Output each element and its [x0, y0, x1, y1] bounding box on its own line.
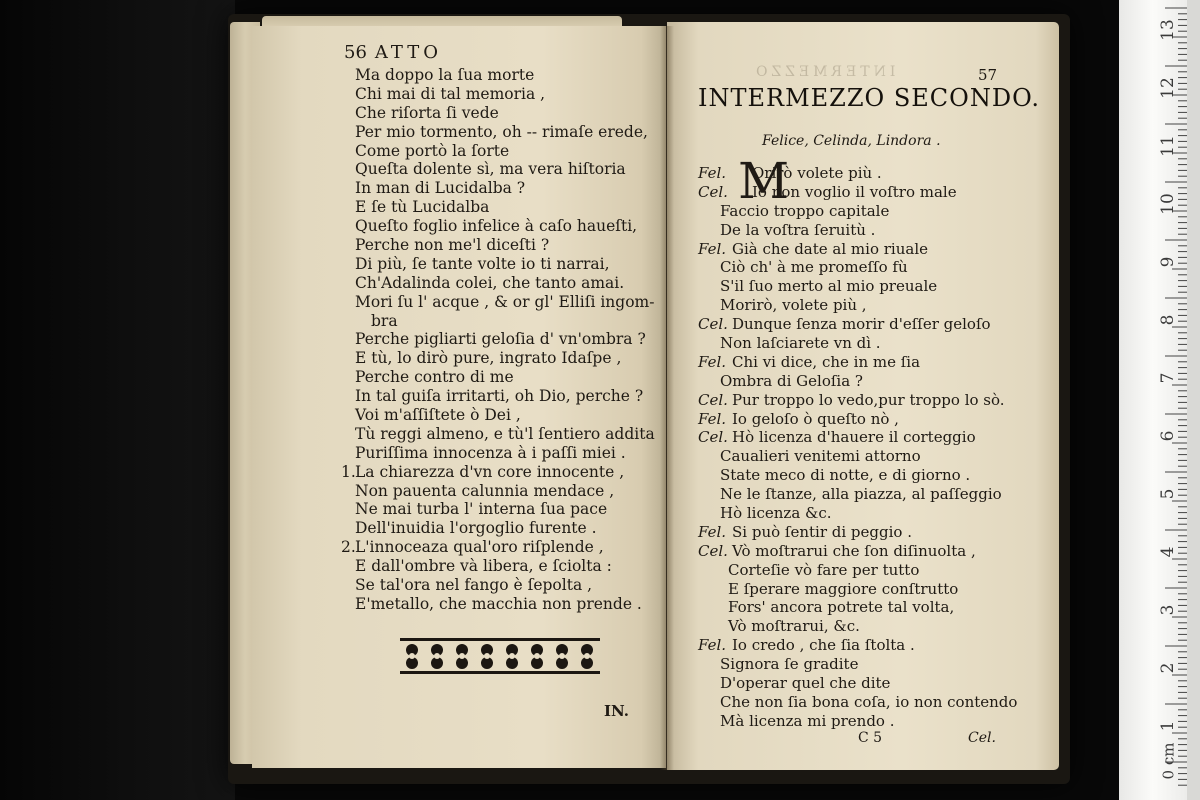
ornament-motif [459, 653, 465, 659]
left-page-text [341, 66, 655, 614]
dialogue-line [698, 466, 1017, 485]
line-text: E'metallo, che macchia non prende . [355, 594, 642, 613]
text-line [355, 217, 655, 236]
dialogue-line [698, 296, 1017, 315]
ruler-number: 1 [1158, 720, 1178, 732]
line-text: Dunque ſenza morir d'eſſer geloſo [732, 315, 991, 334]
line-text: Che riſorta ſi vede [355, 103, 499, 122]
line-text: E ſperare maggiore conſtrutto [728, 579, 959, 598]
line-text: D'operar quel che dite [720, 674, 891, 693]
dialogue-line [698, 428, 1017, 447]
line-text: S'il ſuo merto al mio preuale [720, 277, 938, 296]
line-text: Fors' ancora potrete tal volta, [728, 598, 955, 617]
line-text: L'innoceaza qual'oro riſplende , [355, 538, 604, 557]
ruler-number: 2 [1158, 662, 1178, 674]
dialogue-line [698, 523, 1017, 542]
ruler-ticks [1119, 0, 1187, 800]
dialogue-line [698, 202, 1017, 221]
speaker-abbreviation: Cel. [698, 182, 728, 201]
text-line [355, 557, 655, 576]
line-text: Puriſſima innocenza à i paſſi miei . [355, 443, 626, 462]
text-line [355, 368, 655, 387]
dialogue-line [698, 334, 1017, 353]
text-line [355, 519, 655, 538]
line-text: Vò moſtrarui, &c. [728, 617, 860, 636]
left-running-head [344, 42, 442, 63]
line-text: Chi vi dice, che in me ſia [732, 352, 921, 371]
line-text: Per mio tormento, oh -- rimaſe erede, [355, 122, 648, 141]
line-text: Caualieri venitemi attorno [720, 447, 921, 466]
line-text: Hò licenza d'hauere il corteggio [732, 428, 976, 447]
line-text: Signora ſe gradite [720, 655, 859, 674]
signature-mark: C 5 [858, 730, 883, 746]
persons-list: Felice, Celinda, Lindora . [762, 133, 941, 149]
ruler-number: 12 [1158, 77, 1178, 99]
text-line [341, 538, 655, 557]
speaker-abbreviation: Fel. [698, 409, 727, 428]
line-text: Che non ſia bona coſa, io non contendo [720, 692, 1018, 711]
dialogue-line [698, 372, 1017, 391]
line-text: In man di Lucidalba ? [355, 179, 526, 198]
line-text: La chiarezza d'vn core innocente , [355, 462, 625, 481]
line-text: Pur troppo lo vedo,pur troppo lo sò. [732, 390, 1005, 409]
ruler-number: 7 [1158, 372, 1178, 384]
line-text: bra [371, 311, 398, 330]
line-text: Ne le ſtanze, alla piazza, al paſſeggio [720, 485, 1002, 504]
left-catchword: IN. [604, 702, 629, 720]
text-line [355, 482, 655, 501]
line-text: Mà licenza mi prendo . [720, 711, 895, 730]
dialogue-line [698, 164, 1017, 183]
right-page-number: 57 [978, 66, 998, 84]
text-line [355, 104, 655, 123]
line-text: Di più, ſe tante volte io ti narrai, [355, 254, 610, 273]
ornament-motif [434, 653, 440, 659]
ruler-edge [1187, 0, 1200, 800]
line-text: Io geloſo ò queſto nò , [732, 409, 899, 428]
printer-ornament [398, 636, 602, 676]
line-text: E ſe tù Lucidalba [355, 198, 490, 217]
line-text: Non laſciarete vn dì . [720, 334, 881, 353]
speaker-abbreviation: Cel. [698, 428, 728, 447]
text-line [355, 576, 655, 595]
dialogue-line [698, 221, 1017, 240]
line-text: E dall'ombre và libera, e ſciolta : [355, 557, 612, 576]
line-text: Io non voglio il voſtro male [752, 182, 957, 201]
line-text: Faccio troppo capitale [720, 201, 890, 220]
text-line [355, 406, 655, 425]
text-line [355, 349, 655, 368]
dialogue-line [698, 504, 1017, 523]
text-line [355, 330, 655, 349]
line-text: Orirò volete più . [752, 164, 882, 182]
line-text: In tal guiſa irritarti, oh Dio, perche ? [355, 387, 644, 406]
stanza-number: 2. [341, 538, 356, 557]
dialogue-line [698, 485, 1017, 504]
intermezzo-heading: INTERMEZZO SECONDO. [698, 84, 1040, 112]
speaker-abbreviation: Fel. [698, 352, 727, 371]
line-text: Se tal'ora nel fango è ſepolta , [355, 576, 593, 595]
left-page-number: 56 [344, 42, 367, 63]
ruler-number: 13 [1158, 19, 1178, 41]
text-line [355, 198, 655, 217]
dialogue-line [698, 636, 1017, 655]
dialogue-line [698, 410, 1017, 429]
text-line [355, 142, 655, 161]
text-line [355, 85, 655, 104]
text-line [355, 425, 655, 444]
dialogue-line [698, 598, 1017, 617]
speaker-abbreviation: Fel. [698, 239, 727, 258]
drop-cap-letter: M [738, 152, 790, 210]
line-text: Dell'inuidia l'orgoglio furente . [355, 519, 597, 538]
dialogue-line [698, 240, 1017, 259]
ruler-number: 11 [1158, 135, 1178, 157]
dialogue-line [698, 561, 1017, 580]
line-text: Si può ſentir di peggio . [732, 522, 912, 541]
line-text: Tù reggi almeno, e tù'l ſentiero addita [355, 424, 655, 443]
dialogue-line [698, 183, 1017, 202]
ornament-motif [509, 653, 515, 659]
dialogue-line [698, 674, 1017, 693]
line-text: Mori ſu l' acque , & or gl' Elliſi ingom- [355, 292, 655, 311]
speaker-abbreviation: Fel. [698, 164, 727, 182]
text-line [355, 500, 655, 519]
line-text: Perche contro di me [355, 368, 514, 387]
line-text: State meco di notte, e di giorno . [720, 466, 971, 485]
ruler-number: 6 [1158, 430, 1178, 442]
dialogue-line [698, 580, 1017, 599]
dialogue-line [698, 258, 1017, 277]
line-text: Chi mai di tal memoria , [355, 84, 546, 103]
dialogue-line [698, 447, 1017, 466]
text-line [355, 179, 655, 198]
ornament-motif [409, 653, 415, 659]
line-text: Io credo , che ſia ſtolta . [732, 636, 915, 655]
stanza-number: 1. [341, 462, 356, 481]
text-line [355, 236, 655, 255]
dialogue-line [698, 315, 1017, 334]
dark-background [0, 0, 235, 800]
ornament-motif [559, 653, 565, 659]
dialogue-line [698, 277, 1017, 296]
text-line [355, 387, 655, 406]
line-text: Ma doppo la ſua morte [355, 66, 535, 84]
dialogue-line [698, 693, 1017, 712]
speaker-abbreviation: Cel. [698, 390, 728, 409]
dialogue-line [698, 655, 1017, 674]
ruler-number: 10 [1158, 193, 1178, 215]
line-text: Non pauenta calunnia mendace , [355, 481, 615, 500]
line-text: Corteſie vò fare per tutto [728, 560, 920, 579]
ruler-number: 3 [1158, 604, 1178, 616]
line-text: Ne mai turba l' interna ſua pace [355, 500, 608, 519]
line-text: Vò moſtrarui che ſon diſinuolta , [732, 541, 976, 560]
text-line [355, 444, 655, 463]
text-line [355, 123, 655, 142]
line-text: De la voſtra ſeruitù . [720, 220, 876, 239]
ruler-number: 5 [1158, 488, 1178, 500]
book-gutter [660, 26, 674, 770]
ornament-motif [584, 653, 590, 659]
text-line [355, 312, 655, 331]
line-text: Queſta dolente sì, ma vera hiſtoria [355, 160, 626, 179]
line-text: Hò licenza &c. [720, 504, 832, 523]
line-text: Voi m'aſſiſtete ò Dei , [355, 406, 521, 425]
ruler-number: 9 [1158, 256, 1178, 268]
speaker-abbreviation: Fel. [698, 522, 727, 541]
speaker-abbreviation: Cel. [698, 315, 728, 334]
line-text: Ciò ch' à me promeſſo fù [720, 258, 908, 277]
text-line [355, 160, 655, 179]
text-line [355, 66, 655, 85]
right-page-text [698, 164, 1017, 731]
text-line [355, 255, 655, 274]
running-head-text: ATTO [374, 42, 443, 63]
text-line [355, 274, 655, 293]
dialogue-line [698, 617, 1017, 636]
line-text: Queſto foglio infelice à caſo haueſti, [355, 217, 638, 236]
ornament-motif [534, 653, 540, 659]
text-line [341, 462, 655, 482]
line-text: Morirò, volete più , [720, 296, 867, 315]
show-through-text: INTERMEZZO [752, 64, 896, 80]
ruler-unit-label: 0 cm [1159, 742, 1178, 780]
line-text: E tù, lo dirò pure, ingrato Idaſpe , [355, 349, 622, 368]
line-text: Perche pigliarti geloſia d' vn'ombra ? [355, 330, 646, 349]
line-text: Ombra di Geloſia ? [720, 371, 863, 390]
dialogue-line [698, 353, 1017, 372]
line-text: Già che date al mio riuale [732, 239, 928, 258]
speaker-abbreviation: Fel. [698, 636, 727, 655]
ruler-number: 4 [1158, 546, 1178, 558]
ornament-motif [484, 653, 490, 659]
line-text: Perche non me'l diceſti ? [355, 236, 550, 255]
line-text: Ch'Adalinda colei, che tanto amai. [355, 273, 625, 292]
speaker-abbreviation: Cel. [698, 541, 728, 560]
text-line [355, 293, 655, 312]
dialogue-line [698, 542, 1017, 561]
dialogue-line [698, 391, 1017, 410]
measuring-ruler [1119, 0, 1187, 800]
line-text: Come portò la ſorte [355, 141, 510, 160]
ruler-number: 8 [1158, 314, 1178, 326]
right-catchword: Cel. [968, 730, 996, 746]
text-line [355, 595, 655, 614]
dialogue-line [698, 712, 1017, 731]
